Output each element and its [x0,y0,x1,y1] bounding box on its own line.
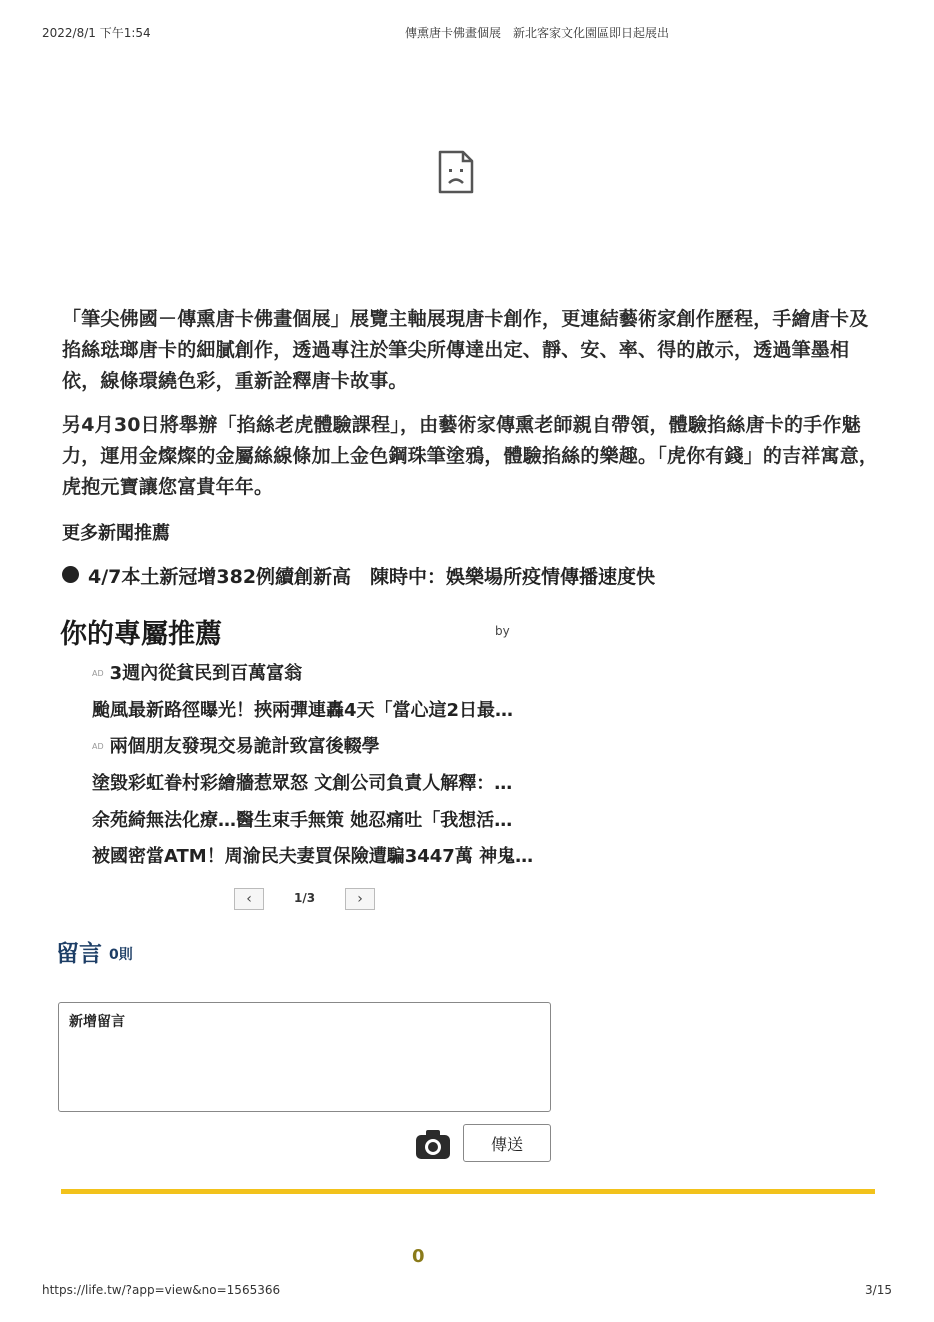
recommendation-text: 塗毀彩虹眷村彩繪牆惹眾怒 文創公司負責人解釋：… [92,773,513,794]
recommendations-by-label: by [495,624,510,638]
recommendation-text: 3週內從貧民到百萬富翁 [109,663,303,684]
print-header-datetime: 2022/8/1 下午1:54 [42,26,151,40]
ad-badge: AD [92,669,104,678]
recommendation-text: 余苑綺無法化療…醫生束手無策 她忍痛吐「我想活… [92,810,513,831]
recommendations-title: 你的專屬推薦 [60,619,222,650]
recommendation-item[interactable] [92,808,562,834]
pager-prev-button[interactable]: ‹ [234,888,264,910]
print-footer-page: 3/15 [865,1283,892,1297]
print-footer-url: https://life.tw/?app=view&no=1565366 [42,1283,281,1297]
recommendation-item[interactable] [92,734,562,760]
recommendation-item[interactable] [92,771,562,797]
recommendation-text: 颱風最新路徑曝光！挾兩彈連轟4天「當心這2日最… [92,700,514,721]
send-button[interactable]: 傳送 [463,1124,551,1162]
article-paragraph-2: 另4月30日將舉辦「掐絲老虎體驗課程」，由藝術家傳熏老師親自帶領，體驗掐絲唐卡的手作魅力，運用金燦燦的金屬絲線條加上金色鋼珠筆塗鴉，體驗掐絲的樂趣。「虎你有錢」的吉祥寓意，虎抱元寶讓您富貴年年。 [62,414,879,498]
pager-info: 1/3 [294,891,316,905]
article-paragraph-1: 「筆尖佛國－傳熏唐卡佛畫個展」展覽主軸展現唐卡創作，更連結藝術家創作歷程，手繪唐卡及掐絲琺瑯唐卡的細膩創作，透過專注於筆尖所傳達出定、靜、安、率、得的啟示，透過筆墨相依，線條環繞色彩，重新詮釋唐卡故事。 [62,308,869,392]
ad-badge: AD [92,742,104,751]
footer-count: 0 [412,1246,425,1267]
recommendation-text: 兩個朋友發現交易詭計致富後輟學 [109,736,380,757]
section-divider [61,1189,875,1194]
recommendation-text: 被國密當ATM！周渝民夫妻買保險遭騙3447萬 神鬼… [92,846,534,867]
pager-next-button[interactable]: › [345,888,375,910]
broken-image-icon [437,150,475,194]
recommendation-item[interactable] [92,661,562,687]
recommendation-item[interactable] [92,844,562,870]
bullet-icon [62,566,79,583]
comments-count: 0則 [109,947,133,963]
comments-title: 留言 [56,941,102,967]
comment-input[interactable] [58,1002,551,1112]
more-news-heading: 更多新聞推薦 [62,523,170,544]
camera-icon[interactable] [415,1128,451,1160]
news-link[interactable]: 4/7本土新冠增382例續創新高 陳時中：娛樂場所疫情傳播速度快 [88,566,656,588]
print-header-title: 傳熏唐卡佛畫個展 新北客家文化園區即日起展出 [405,26,670,40]
recommendation-item[interactable] [92,698,562,724]
